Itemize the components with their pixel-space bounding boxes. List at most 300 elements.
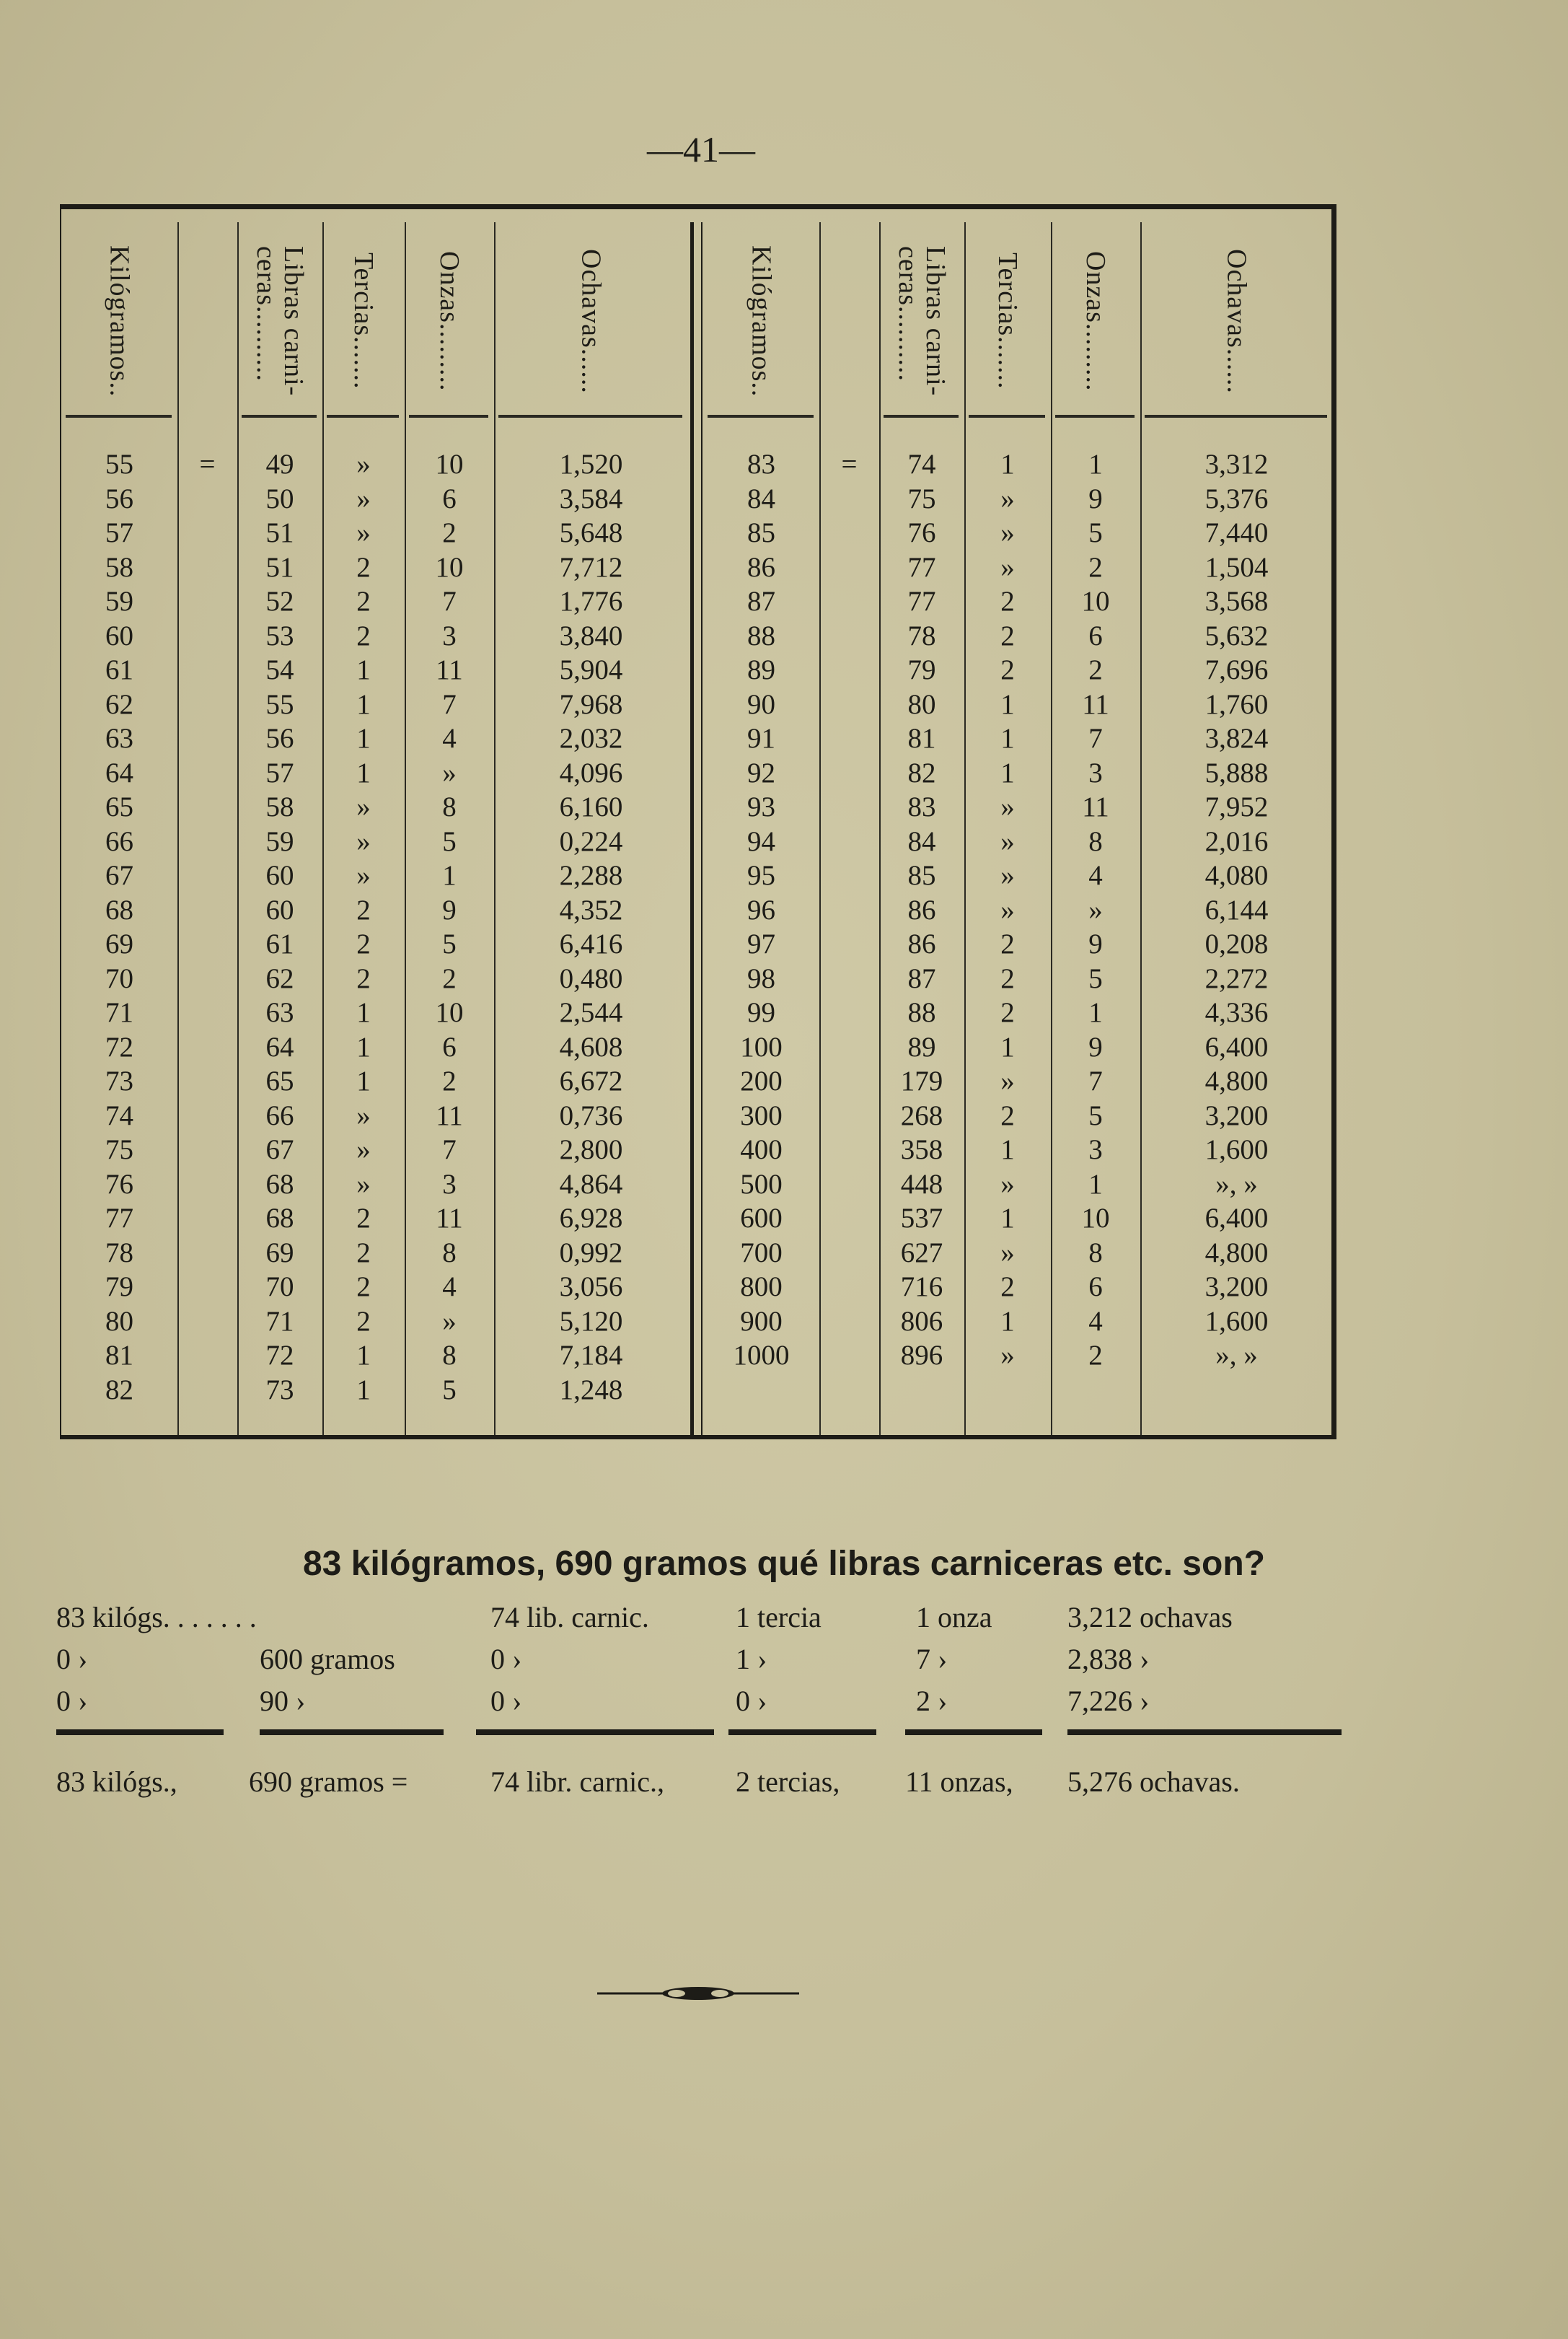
table-row-right <box>61 1304 1331 1339</box>
cell-ochavas: 5,120 <box>559 1305 623 1337</box>
table-row-right <box>61 447 1331 482</box>
cell-tercias: 1 <box>356 1031 371 1063</box>
example-line-2-cell: 600 gramos <box>260 1643 395 1675</box>
cell-kilogramos: 500 <box>740 1168 783 1200</box>
cell-onzas: 7 <box>442 1134 457 1165</box>
cell-kilogramos: 55 <box>105 449 133 480</box>
cell-tercias: » <box>1000 860 1015 891</box>
cell-tercias: 1 <box>1000 1203 1015 1234</box>
cell-libras: 60 <box>265 860 294 891</box>
column-header-left: Tercias....... <box>348 253 379 390</box>
sum-rule <box>476 1729 714 1735</box>
cell-kilogramos: 78 <box>105 1237 133 1268</box>
cell-libras: 68 <box>265 1203 294 1234</box>
cell-onzas: 5 <box>442 825 457 857</box>
table-row-right <box>61 482 1331 517</box>
cell-onzas: 2 <box>1088 1340 1103 1371</box>
cell-libras: 55 <box>265 688 294 720</box>
cell-ochavas: 7,696 <box>1204 654 1269 685</box>
example-line-2-cell: 1 › <box>736 1643 767 1675</box>
result-cell: 74 libr. carnic., <box>490 1765 665 1798</box>
cell-ochavas: », » <box>1215 1168 1258 1200</box>
table-row-right <box>61 653 1331 688</box>
cell-kilogramos: 300 <box>740 1100 783 1131</box>
cell-tercias: 1 <box>1000 1134 1015 1165</box>
cell-libras: 83 <box>907 791 936 822</box>
cell-kilogramos: 68 <box>105 894 133 926</box>
cell-onzas: 8 <box>442 791 457 822</box>
cell-tercias: 1 <box>1000 723 1015 754</box>
cell-kilogramos: 60 <box>105 620 133 651</box>
cell-libras: 56 <box>265 723 294 754</box>
cell-onzas: 2 <box>442 962 457 994</box>
header-underline <box>327 415 399 418</box>
cell-onzas: » <box>442 757 457 789</box>
cell-tercias: 2 <box>356 1203 371 1234</box>
cell-onzas: 6 <box>1088 620 1103 651</box>
cell-tercias: 1 <box>1000 1031 1015 1063</box>
header-underline <box>708 415 814 418</box>
cell-kilogramos: 77 <box>105 1203 133 1234</box>
cell-libras: 75 <box>907 483 936 514</box>
cell-tercias: » <box>1000 894 1015 926</box>
column-header-left: Ochavas...... <box>576 248 607 394</box>
cell-kilogramos: 64 <box>105 757 133 789</box>
cell-tercias: 2 <box>1000 1100 1015 1131</box>
cell-ochavas: 1,520 <box>559 449 623 480</box>
table-row-right <box>61 756 1331 791</box>
table-row-right <box>61 825 1331 859</box>
sum-rule <box>728 1729 876 1735</box>
cell-ochavas: 4,080 <box>1204 860 1269 891</box>
table-row-right <box>61 927 1331 962</box>
cell-onzas: 3 <box>442 620 457 651</box>
cell-onzas: 11 <box>436 1100 463 1131</box>
cell-kilogramos: 75 <box>105 1134 133 1165</box>
cell-tercias: » <box>1000 483 1015 514</box>
cell-onzas: 4 <box>1088 860 1103 891</box>
cell-tercias: » <box>1000 1237 1015 1268</box>
example-line-1-cell: 83 kilógs. . . . . . . <box>56 1601 257 1633</box>
cell-tercias: 1 <box>356 997 371 1028</box>
cell-tercias: 2 <box>1000 997 1015 1028</box>
cell-libras: 89 <box>907 1031 936 1063</box>
cell-onzas: 3 <box>442 1168 457 1200</box>
cell-tercias: 2 <box>1000 654 1015 685</box>
cell-onzas: 10 <box>435 551 464 583</box>
cell-ochavas: 2,032 <box>559 723 623 754</box>
table-row-right <box>61 996 1331 1030</box>
cell-ochavas: 3,312 <box>1204 449 1269 480</box>
cell-onzas: 5 <box>1088 1100 1103 1131</box>
cell-kilogramos: 86 <box>747 551 775 583</box>
cell-tercias: 1 <box>1000 449 1015 480</box>
table-row-right <box>61 1270 1331 1304</box>
table-row-right <box>61 1236 1331 1271</box>
cell-kilogramos: 89 <box>747 654 775 685</box>
table-row-right <box>61 550 1331 585</box>
cell-kilogramos: 59 <box>105 586 133 617</box>
sum-rule <box>905 1729 1042 1735</box>
cell-ochavas: 3,056 <box>559 1271 623 1302</box>
cell-ochavas: 1,600 <box>1204 1134 1269 1165</box>
cell-onzas: » <box>1088 894 1103 926</box>
result-cell: 11 onzas, <box>905 1765 1013 1798</box>
cell-kilogramos: 65 <box>105 791 133 822</box>
table-row-right <box>61 962 1331 996</box>
cell-tercias: » <box>356 483 371 514</box>
cell-libras: 88 <box>907 997 936 1028</box>
example-title: 83 kilógramos, 690 gramos qué libras carniceras etc. son? <box>303 1545 1265 1583</box>
cell-onzas: 9 <box>1088 929 1103 960</box>
cell-kilogramos: 83 <box>747 449 775 480</box>
cell-kilogramos: 87 <box>747 586 775 617</box>
page-number: —41— <box>647 129 755 170</box>
cell-tercias: 1 <box>1000 688 1015 720</box>
example-line-2-cell: 2,838 › <box>1067 1643 1150 1675</box>
column-header-right: Tercias....... <box>992 253 1023 390</box>
cell-ochavas: 3,824 <box>1204 723 1269 754</box>
cell-kilogramos: 56 <box>105 483 133 514</box>
header-underline <box>1055 415 1135 418</box>
result-cell: 5,276 ochavas. <box>1067 1765 1240 1798</box>
cell-ochavas: 2,288 <box>559 860 623 891</box>
table-row-right <box>61 1133 1331 1167</box>
cell-onzas: 1 <box>442 860 457 891</box>
cell-onzas: 6 <box>442 483 457 514</box>
column-header-right: Onzas......... <box>1080 250 1111 392</box>
cell-onzas: 11 <box>436 1203 463 1234</box>
cell-onzas: 4 <box>1088 1305 1103 1337</box>
cell-kilogramos: 93 <box>747 791 775 822</box>
cell-tercias: 2 <box>1000 1271 1015 1302</box>
example-line-3-cell: 0 › <box>490 1685 522 1717</box>
cell-tercias: 1 <box>1000 757 1015 789</box>
cell-tercias: » <box>1000 551 1015 583</box>
cell-ochavas: 1,600 <box>1204 1305 1269 1337</box>
cell-kilogramos: 700 <box>740 1237 783 1268</box>
cell-onzas: 10 <box>435 449 464 480</box>
cell-tercias: 2 <box>356 586 371 617</box>
cell-kilogramos: 90 <box>747 688 775 720</box>
cell-tercias: 1 <box>356 723 371 754</box>
table-row-right <box>61 1201 1331 1236</box>
table-row-right <box>61 859 1331 893</box>
cell-libras: 54 <box>265 654 294 685</box>
cell-kilogramos: 61 <box>105 654 133 685</box>
cell-onzas: 1 <box>1088 1168 1103 1200</box>
cell-kilogramos: 400 <box>740 1134 783 1165</box>
cell-onzas: 11 <box>436 654 463 685</box>
cell-kilogramos: 95 <box>747 860 775 891</box>
cell-kilogramos: 97 <box>747 929 775 960</box>
cell-kilogramos: 63 <box>105 723 133 754</box>
cell-tercias: » <box>356 1100 371 1131</box>
cell-ochavas: 4,336 <box>1204 997 1269 1028</box>
cell-kilogramos: 58 <box>105 551 133 583</box>
cell-libras: 61 <box>265 929 294 960</box>
cell-kilogramos: 600 <box>740 1203 783 1234</box>
cell-libras: 49 <box>265 449 294 480</box>
cell-libras: 448 <box>900 1168 943 1200</box>
cell-libras: 64 <box>265 1031 294 1063</box>
example-line-1-cell: 1 onza <box>916 1601 992 1633</box>
cell-ochavas: 6,160 <box>559 791 623 822</box>
cell-ochavas: 6,416 <box>559 929 623 960</box>
cell-onzas: » <box>442 1305 457 1337</box>
cell-ochavas: 2,544 <box>559 997 623 1028</box>
cell-tercias: » <box>1000 1066 1015 1097</box>
example-line-2-cell: 7 › <box>916 1643 948 1675</box>
cell-kilogramos: 62 <box>105 688 133 720</box>
cell-tercias: 2 <box>356 929 371 960</box>
header-underline <box>242 415 317 418</box>
cell-libras: 73 <box>265 1374 294 1405</box>
cell-libras: 76 <box>907 517 936 548</box>
cell-libras: 59 <box>265 825 294 857</box>
cell-tercias: 1 <box>356 654 371 685</box>
cell-libras: 52 <box>265 586 294 617</box>
cell-tercias: » <box>1000 825 1015 857</box>
cell-libras: 74 <box>907 449 936 480</box>
cell-tercias: » <box>356 1134 371 1165</box>
cell-ochavas: 1,760 <box>1204 688 1269 720</box>
cell-kilogramos: 70 <box>105 962 133 994</box>
cell-ochavas: 4,352 <box>559 894 623 926</box>
cell-onzas: 1 <box>1088 997 1103 1028</box>
cell-kilogramos: 79 <box>105 1271 133 1302</box>
cell-libras: 179 <box>900 1066 943 1097</box>
cell-ochavas: 2,272 <box>1204 962 1269 994</box>
cell-libras: 72 <box>265 1340 294 1371</box>
cell-ochavas: », » <box>1215 1340 1258 1371</box>
cell-ochavas: 7,952 <box>1204 791 1269 822</box>
cell-ochavas: 7,440 <box>1204 517 1269 548</box>
cell-ochavas: 4,096 <box>559 757 623 789</box>
header-underline <box>969 415 1045 418</box>
cell-tercias: 2 <box>356 620 371 651</box>
cell-ochavas: 3,568 <box>1204 586 1269 617</box>
example-line-3-cell: 0 › <box>56 1685 88 1717</box>
cell-onzas: 8 <box>1088 1237 1103 1268</box>
cell-libras: 806 <box>900 1305 943 1337</box>
cell-onzas: 2 <box>1088 551 1103 583</box>
column-header-left: Onzas......... <box>434 250 464 392</box>
cell-ochavas: 6,144 <box>1204 894 1269 926</box>
cell-libras: 627 <box>900 1237 943 1268</box>
cell-onzas: 8 <box>1088 825 1103 857</box>
cell-onzas: 6 <box>1088 1271 1103 1302</box>
cell-kilogramos: 71 <box>105 997 133 1028</box>
column-header-right: Libras carni- ceras.......... <box>893 245 951 397</box>
cell-tercias: 1 <box>356 1374 371 1405</box>
cell-ochavas: 1,504 <box>1204 551 1269 583</box>
example-line-1-cell: 74 lib. carnic. <box>490 1601 649 1633</box>
cell-ochavas: 0,992 <box>559 1237 623 1268</box>
cell-ochavas: 4,800 <box>1204 1237 1269 1268</box>
cell-tercias: 2 <box>356 551 371 583</box>
cell-kilogramos: 200 <box>740 1066 783 1097</box>
cell-tercias: » <box>356 449 371 480</box>
cell-tercias: 2 <box>1000 929 1015 960</box>
cell-libras: 79 <box>907 654 936 685</box>
cell-libras: 81 <box>907 723 936 754</box>
cell-libras: 53 <box>265 620 294 651</box>
table-row-right <box>61 1167 1331 1202</box>
cell-onzas: 5 <box>1088 962 1103 994</box>
example-line-3-cell: 0 › <box>736 1685 767 1717</box>
table-row-right <box>61 790 1331 825</box>
cell-kilogramos: 76 <box>105 1168 133 1200</box>
cell-ochavas: 0,208 <box>1204 929 1269 960</box>
cell-libras: 86 <box>907 929 936 960</box>
example-line-2-cell: 0 › <box>56 1643 88 1675</box>
cell-libras: 51 <box>265 551 294 583</box>
cell-onzas: 4 <box>442 1271 457 1302</box>
cell-kilogramos: 74 <box>105 1100 133 1131</box>
cell-libras: 50 <box>265 483 294 514</box>
table-row-right <box>61 1064 1331 1099</box>
cell-libras: 87 <box>907 962 936 994</box>
conversion-table <box>60 204 1336 1439</box>
table-row-right <box>61 619 1331 654</box>
sum-rule <box>1067 1729 1342 1735</box>
cell-ochavas: 3,200 <box>1204 1100 1269 1131</box>
cell-libras: 67 <box>265 1134 294 1165</box>
cell-tercias: 1 <box>356 1340 371 1371</box>
result-cell: 690 gramos = <box>249 1765 408 1798</box>
cell-onzas: 2 <box>442 517 457 548</box>
cell-kilogramos: 67 <box>105 860 133 891</box>
table-row-right <box>61 1099 1331 1133</box>
cell-kilogramos: 72 <box>105 1031 133 1063</box>
cell-ochavas: 2,800 <box>559 1134 623 1165</box>
cell-ochavas: 5,632 <box>1204 620 1269 651</box>
header-underline <box>498 415 682 418</box>
cell-onzas: 7 <box>1088 723 1103 754</box>
cell-tercias: 1 <box>1000 1305 1015 1337</box>
cell-ochavas: 6,400 <box>1204 1031 1269 1063</box>
cell-onzas: 2 <box>1088 654 1103 685</box>
cell-ochavas: 6,928 <box>559 1203 623 1234</box>
cell-ochavas: 3,584 <box>559 483 623 514</box>
sum-rule <box>56 1729 224 1735</box>
table-row-right <box>61 721 1331 756</box>
cell-kilogramos: 57 <box>105 517 133 548</box>
cell-kilogramos: 73 <box>105 1066 133 1097</box>
cell-onzas: 5 <box>1088 517 1103 548</box>
cell-libras: 82 <box>907 757 936 789</box>
cell-ochavas: 5,888 <box>1204 757 1269 789</box>
cell-tercias: » <box>356 1168 371 1200</box>
cell-onzas: 2 <box>442 1066 457 1097</box>
cell-libras: 68 <box>265 1168 294 1200</box>
cell-ochavas: 7,968 <box>559 688 623 720</box>
cell-tercias: 2 <box>356 1271 371 1302</box>
cell-ochavas: 4,864 <box>559 1168 623 1200</box>
cell-tercias: 1 <box>356 688 371 720</box>
header-underline <box>1145 415 1327 418</box>
cell-libras: 86 <box>907 894 936 926</box>
cell-ochavas: 3,200 <box>1204 1271 1269 1302</box>
cell-tercias: 1 <box>356 1066 371 1097</box>
cell-kilogramos: 900 <box>740 1305 783 1337</box>
cell-onzas: 8 <box>442 1340 457 1371</box>
cell-onzas: 10 <box>435 997 464 1028</box>
cell-tercias: 2 <box>356 1237 371 1268</box>
cell-onzas: 7 <box>442 688 457 720</box>
header-underline <box>66 415 172 418</box>
example-line-3-cell: 90 › <box>260 1685 306 1717</box>
cell-ochavas: 0,736 <box>559 1100 623 1131</box>
cell-ochavas: 0,224 <box>559 825 623 857</box>
cell-onzas: 9 <box>1088 483 1103 514</box>
cell-tercias: 2 <box>356 894 371 926</box>
example-line-2-cell: 0 › <box>490 1643 522 1675</box>
cell-libras: 268 <box>900 1100 943 1131</box>
cell-ochavas: 6,400 <box>1204 1203 1269 1234</box>
cell-ochavas: 1,776 <box>559 586 623 617</box>
cell-onzas: 5 <box>442 1374 457 1405</box>
cell-kilogramos: 94 <box>747 825 775 857</box>
cell-kilogramos: 96 <box>747 894 775 926</box>
cell-tercias: » <box>1000 1340 1015 1371</box>
cell-ochavas: 6,672 <box>559 1066 623 1097</box>
cell-onzas: 11 <box>1082 791 1109 822</box>
cell-kilogramos: 800 <box>740 1271 783 1302</box>
cell-onzas: 9 <box>1088 1031 1103 1063</box>
cell-tercias: » <box>1000 517 1015 548</box>
cell-libras: 716 <box>900 1271 943 1302</box>
header-underline <box>409 415 488 418</box>
example-line-1-cell: 1 tercia <box>736 1601 822 1633</box>
cell-onzas: 10 <box>1081 586 1110 617</box>
cell-tercias: 2 <box>1000 586 1015 617</box>
cell-tercias: » <box>1000 1168 1015 1200</box>
example-line-1-cell: 3,212 ochavas <box>1067 1601 1233 1633</box>
cell-kilogramos: 91 <box>747 723 775 754</box>
cell-libras: 85 <box>907 860 936 891</box>
cell-onzas: 7 <box>442 586 457 617</box>
cell-libras: 57 <box>265 757 294 789</box>
cell-kilogramos: 1000 <box>733 1340 790 1371</box>
cell-ochavas: 0,480 <box>559 962 623 994</box>
cell-libras: 84 <box>907 825 936 857</box>
cell-libras: 78 <box>907 620 936 651</box>
equals-sign: = <box>199 449 216 480</box>
cell-libras: 77 <box>907 551 936 583</box>
cell-tercias: » <box>1000 791 1015 822</box>
equals-sign: = <box>841 449 858 480</box>
cell-libras: 62 <box>265 962 294 994</box>
cell-onzas: 5 <box>442 929 457 960</box>
result-cell: 2 tercias, <box>736 1765 840 1798</box>
cell-libras: 58 <box>265 791 294 822</box>
cell-tercias: 1 <box>356 757 371 789</box>
cell-libras: 70 <box>265 1271 294 1302</box>
table-row-right <box>61 584 1331 619</box>
result-cell: 83 kilógs., <box>56 1765 177 1798</box>
cell-ochavas: 7,712 <box>559 551 623 583</box>
ornament-divider <box>597 1984 799 2003</box>
column-header-right: Ochavas...... <box>1221 248 1252 394</box>
sum-rule <box>260 1729 444 1735</box>
table-row-right <box>61 688 1331 722</box>
cell-kilogramos: 98 <box>747 962 775 994</box>
cell-ochavas: 4,800 <box>1204 1066 1269 1097</box>
cell-libras: 69 <box>265 1237 294 1268</box>
cell-libras: 60 <box>265 894 294 926</box>
